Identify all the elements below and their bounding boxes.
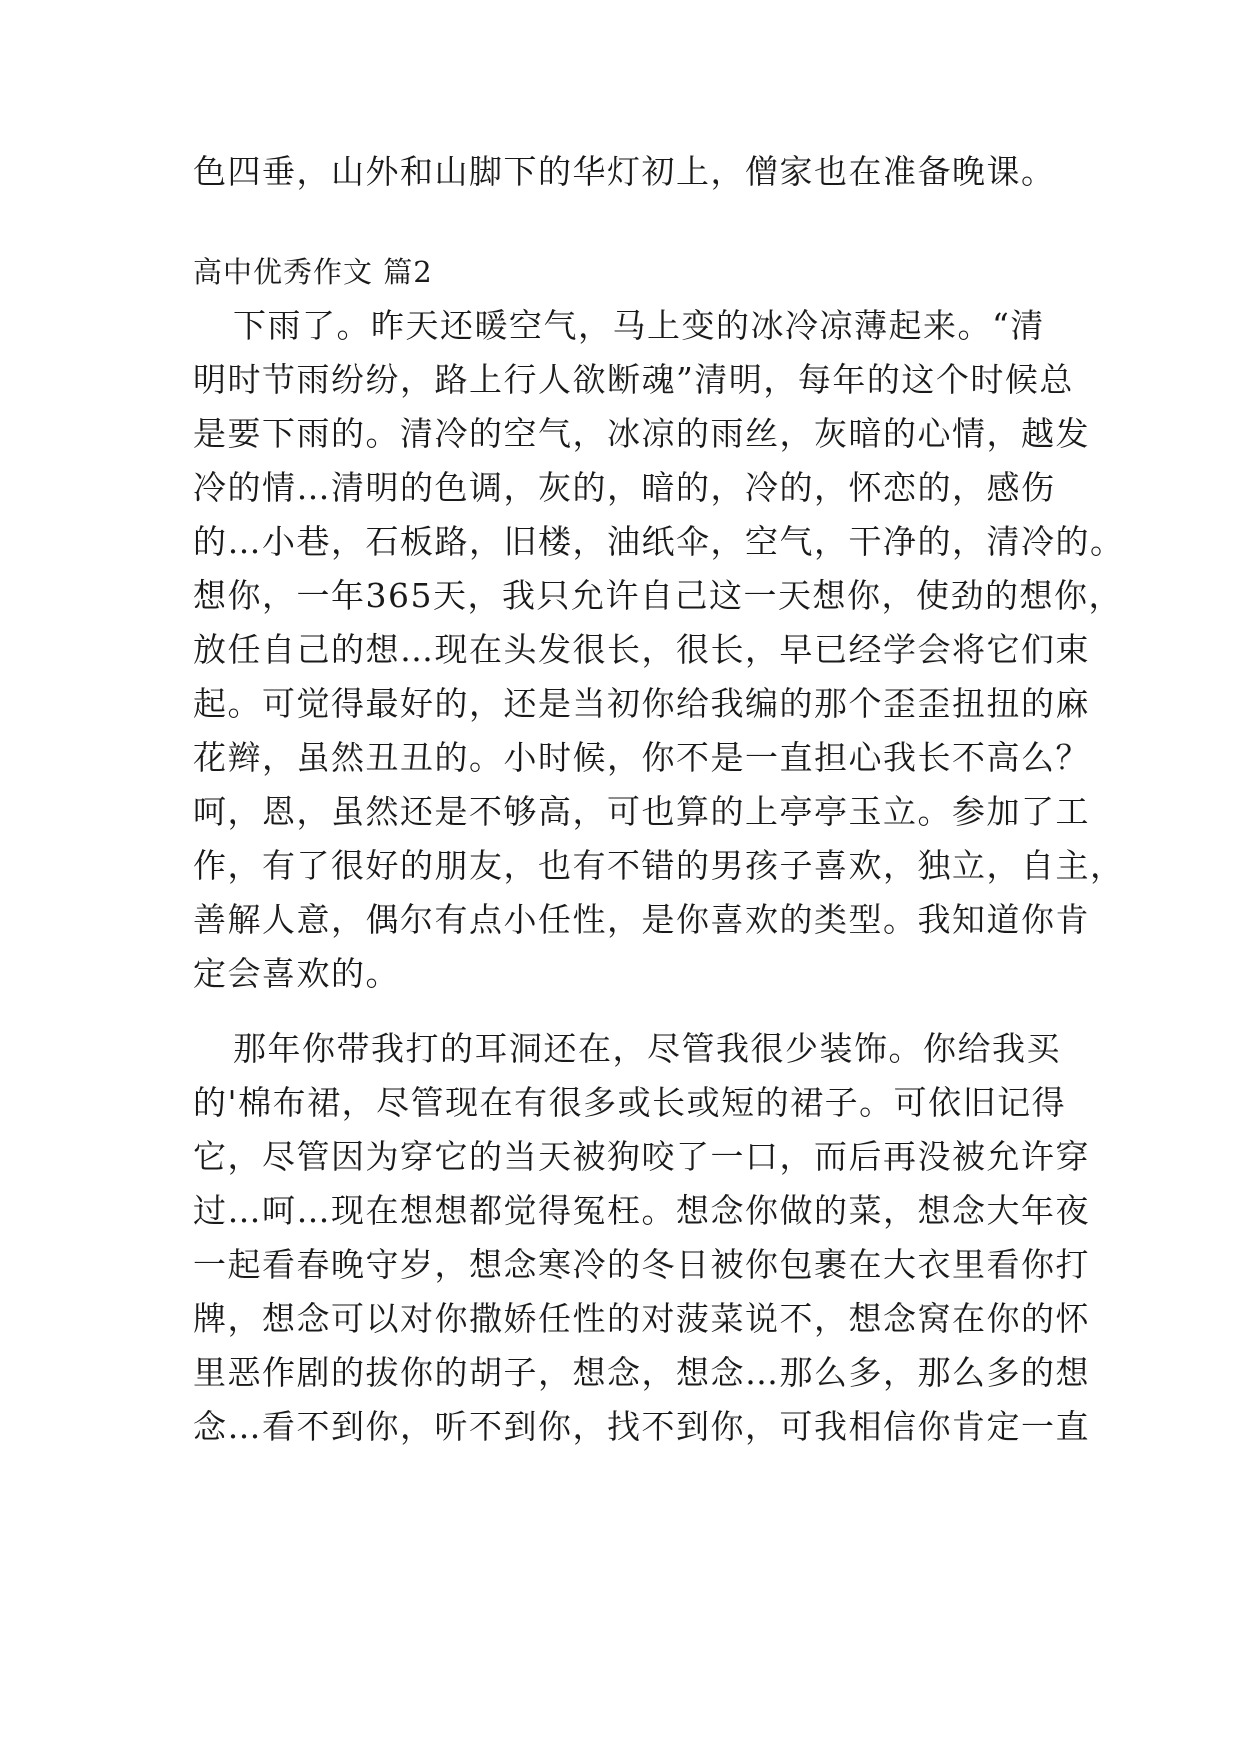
paragraph-line: 善解人意，偶尔有点小任性，是你喜欢的类型。我知道你肯 [193,900,1090,939]
paragraph-line: 起。可觉得最好的，还是当初你给我编的那个歪歪扭扭的麻 [193,684,1090,723]
paragraph-line: 那年你带我打的耳洞还在，尽管我很少装饰。你给我买 [233,1029,1061,1068]
paragraph-line: 冷的情…清明的色调，灰的，暗的，冷的，怀恋的，感伤 [193,468,1056,507]
paragraph-line: 呵，恩，虽然还是不够高，可也算的上亭亭玉立。参加了工 [193,792,1090,831]
paragraph-line: 念…看不到你，听不到你，找不到你，可我相信你肯定一直 [193,1407,1090,1446]
paragraph-line: 的'棉布裙，尽管现在有很多或长或短的裙子。可依旧记得 [193,1083,1067,1122]
paragraph-line: 放任自己的想…现在头发很长，很长，早已经学会将它们束 [193,630,1090,669]
carryover-line: 色四垂，山外和山脚下的华灯初上，僧家也在准备晚课。 [193,152,1056,191]
section-heading: 高中优秀作文 篇2 [193,255,433,289]
paragraph-line: 定会喜欢的。 [193,954,400,993]
paragraph-line: 花辫，虽然丑丑的。小时候，你不是一直担心我长不高么？ [193,738,1090,777]
paragraph-line: 明时节雨纷纷，路上行人欲断魂”清明，每年的这个时候总 [193,360,1074,399]
paragraph-line: 想你，一年365天，我只允许自己这一天想你，使劲的想你， [193,576,1123,615]
paragraph-line: 牌，想念可以对你撒娇任性的对菠菜说不，想念窝在你的怀 [193,1299,1090,1338]
paragraph-line: 里恶作剧的拔你的胡子，想念，想念…那么多，那么多的想 [193,1353,1090,1392]
paragraph-line: 的…小巷，石板路，旧楼，油纸伞，空气，干净的，清冷的。 [193,522,1125,561]
paragraph-line: 它，尽管因为穿它的当天被狗咬了一口，而后再没被允许穿 [193,1137,1090,1176]
paragraph-line: 过…呵…现在想想都觉得冤枉。想念你做的菜，想念大年夜 [193,1191,1090,1230]
paragraph-line: 是要下雨的。清冷的空气，冰凉的雨丝，灰暗的心情，越发 [193,414,1090,453]
paragraph-line: 作，有了很好的朋友，也有不错的男孩子喜欢，独立，自主， [193,846,1125,885]
paragraph-line: 一起看春晚守岁，想念寒冷的冬日被你包裹在大衣里看你打 [193,1245,1090,1284]
paragraph-line: 下雨了。昨天还暖空气，马上变的冰冷凉薄起来。“清 [233,306,1045,345]
